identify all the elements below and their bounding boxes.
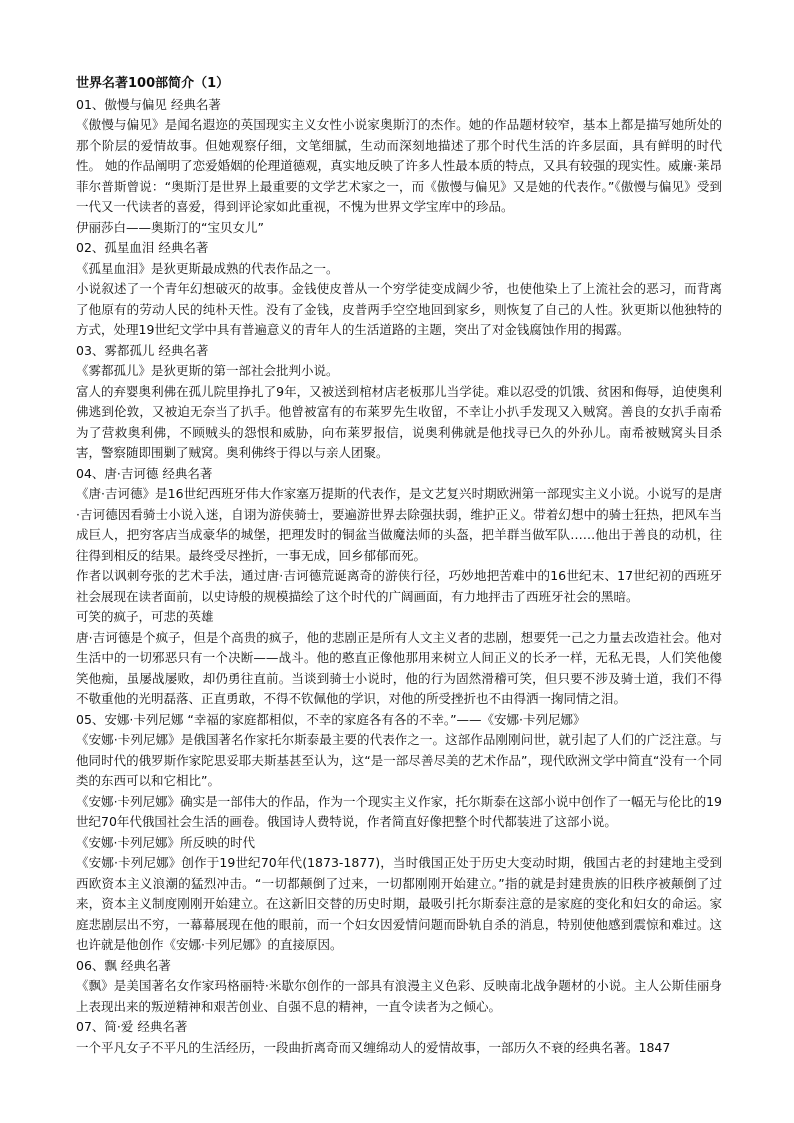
paragraph: 《唐·吉诃德》是16世纪西班牙伟大作家塞万提斯的代表作，是文艺复兴时期欧洲第一部现实主义小说。小说写的是唐·吉诃德因看骑士小说入迷，自诩为游侠骑士，要遍游世界去除强扶弱，维护正义。带着幻想中的骑士狂热，把风车当成巨人，把穷客店当成豪华的城堡，把理发时的铜盆当做魔法师的头盔，把羊群当做军队……他出于善良的动机，往往得到相反的结果。最终受尽挫折，一事无成，回乡郁郁而死。: [76, 486, 722, 563]
paragraph: 《安娜·卡列尼娜》是俄国著名作家托尔斯泰最主要的代表作之一。这部作品刚刚问世，就引起了人们的广泛注意。与他同时代的俄罗斯作家陀思妥耶夫斯基甚至认为，这“是一部尽善尽美的艺术作品”，现代欧洲文学中简直“没有一个同类的东西可以和它相比”。: [76, 732, 722, 788]
paragraph: 唐·吉诃德是个疯子，但是个高贵的疯子，他的悲剧正是所有人文主义者的悲剧，想要凭一己之力量去改造社会。他对生活中的一切邪恶只有一个决断——战斗。他的憨直正像他那用来树立人间正义的长矛一样，无私无畏，人们笑他傻笑他痴，虽屡战屡败，却仍勇往直前。当谈到骑士小说时，他的行为固然滑稽可笑，但只要不涉及骑士道，我们不得不敬重他的光明磊落、正直勇敢，不得不钦佩他的学识，对他的所受挫折也不由得洒一掬同情之泪。: [76, 629, 722, 706]
section-heading-04: 04、唐·吉诃德 经典名著: [76, 465, 213, 481]
section-heading-02: 02、孤星血泪 经典名著: [76, 240, 209, 255]
document-title: 世界名著100部简介（1）: [76, 76, 230, 91]
paragraph: 《雾都孤儿》是狄更斯的第一部社会批判小说。: [76, 363, 339, 378]
paragraph: 作者以讽刺夸张的艺术手法，通过唐·吉诃德荒诞离奇的游侠行径，巧妙地把苦难中的16世纪末、17世纪初的西班牙社会展现在读者面前，以史诗般的规模描绘了这个时代的广阔画面，有力地抨击了西班牙社会的黑暗。: [76, 568, 722, 604]
subheading: 伊丽莎白——奥斯汀的“宝贝女儿”: [76, 219, 264, 235]
section-heading-05: 05、安娜·卡列尼娜 “幸福的家庭都相似，不幸的家庭各有各的不幸。”——《安娜·卡列尼娜》: [76, 711, 586, 727]
document-page: [76, 74, 722, 1058]
paragraph: 一个平凡女子不平凡的生活经历，一段曲折离奇而又缠绵动人的爱情故事，一部历久不衰的经典名著。1847: [76, 1039, 671, 1055]
paragraph: 《飘》是美国著名女作家玛格丽特·米歇尔创作的一部具有浪漫主义色彩、反映南北战争题材的小说。主人公斯佳丽身上表现出来的叛逆精神和艰苦创业、自强不息的精神，一直令读者为之倾心。: [76, 978, 722, 1014]
subheading: 《安娜·卡列尼娜》所反映的时代: [76, 834, 255, 850]
section-heading-07: 07、简·爱 经典名著: [76, 1019, 188, 1034]
paragraph: 《傲慢与偏见》是闻名遐迩的英国现实主义女性小说家奥斯汀的杰作。她的作品题材较窄，基本上都是描写她所处的那个阶层的爱情故事。但她观察仔细，文笔细腻，生动而深刻地描述了那个时代生活的许多层面，具有鲜明的时代性。 她的作品阐明了恋爱婚姻的伦理道德观，真实地反映了许多人性最本质的特点，又具有较强的现实性。威廉·莱昂菲尔普斯曾说：“奥斯汀是世界上最重要的文学艺术家之一，而《傲慢与偏见》又是她的代表作。”《傲慢与偏见》受到一代又一代读者的喜爱，得到评论家如此重视，不愧为世界文学宝库中的珍品。: [76, 117, 722, 214]
section-heading-06: 06、飘 经典名著: [76, 957, 171, 973]
paragraph: 富人的弃婴奥利佛在孤儿院里挣扎了9年，又被送到棺材店老板那儿当学徒。难以忍受的饥饿、贫困和侮辱，迫使奥利佛逃到伦敦，又被迫无奈当了扒手。他曾被富有的布莱罗先生收留，不幸让小扒手发现又入贼窝。善良的女扒手南希为了营救奥利佛，不顾贼头的怨恨和威胁，向布莱罗报信，说奥利佛就是他找寻已久的外孙儿。南希被贼窝头目杀害，警察随即围剿了贼窝。奥利佛终于得以与亲人团聚。: [76, 383, 722, 460]
paragraph: 小说叙述了一个青年幻想破灭的故事。金钱使皮普从一个穷学徒变成阔少爷，也使他染上了上流社会的恶习，而背离了他原有的劳动人民的纯朴天性。没有了金钱，皮普两手空空地回到家乡，则恢复了自己的人性。狄更斯以他独特的方式，处理19世纪文学中具有普遍意义的青年人的生活道路的主题，突出了对金钱腐蚀作用的揭露。: [76, 281, 722, 337]
section-heading-01: 01、傲慢与偏见 经典名著: [76, 96, 221, 112]
subheading: 可笑的疯子，可悲的英雄: [76, 609, 214, 624]
section-heading-03: 03、雾都孤儿 经典名著: [76, 342, 209, 358]
paragraph: 《安娜·卡列尼娜》创作于19世纪70年代(1873-1877)，当时俄国正处于历史大变动时期，俄国古老的封建地主受到西欧资本主义浪潮的猛烈冲击。“一切都颠倒了过来，一切都刚刚开始建立。”指的就是封建贵族的旧秩序被颠倒了过来，资本主义制度刚刚开始建立。在这新旧交替的历史时期，最吸引托尔斯泰注意的是家庭的变化和妇女的命运。家庭悲剧层出不穷，一幕幕展现在他的眼前，而一个妇女因爱情问题而卧轨自杀的消息，特别使他感到震惊和难过。这也许就是他创作《安娜·卡列尼娜》的直接原因。: [76, 855, 722, 952]
paragraph: 《孤星血泪》是狄更斯最成熟的代表作品之一。: [76, 260, 339, 276]
paragraph: 《安娜·卡列尼娜》确实是一部伟大的作品，作为一个现实主义作家，托尔斯泰在这部小说中创作了一幅无与伦比的19世纪70年代俄国社会生活的画卷。俄国诗人费特说，作者简直好像把整个时代都装进了这部小说。: [76, 793, 722, 829]
